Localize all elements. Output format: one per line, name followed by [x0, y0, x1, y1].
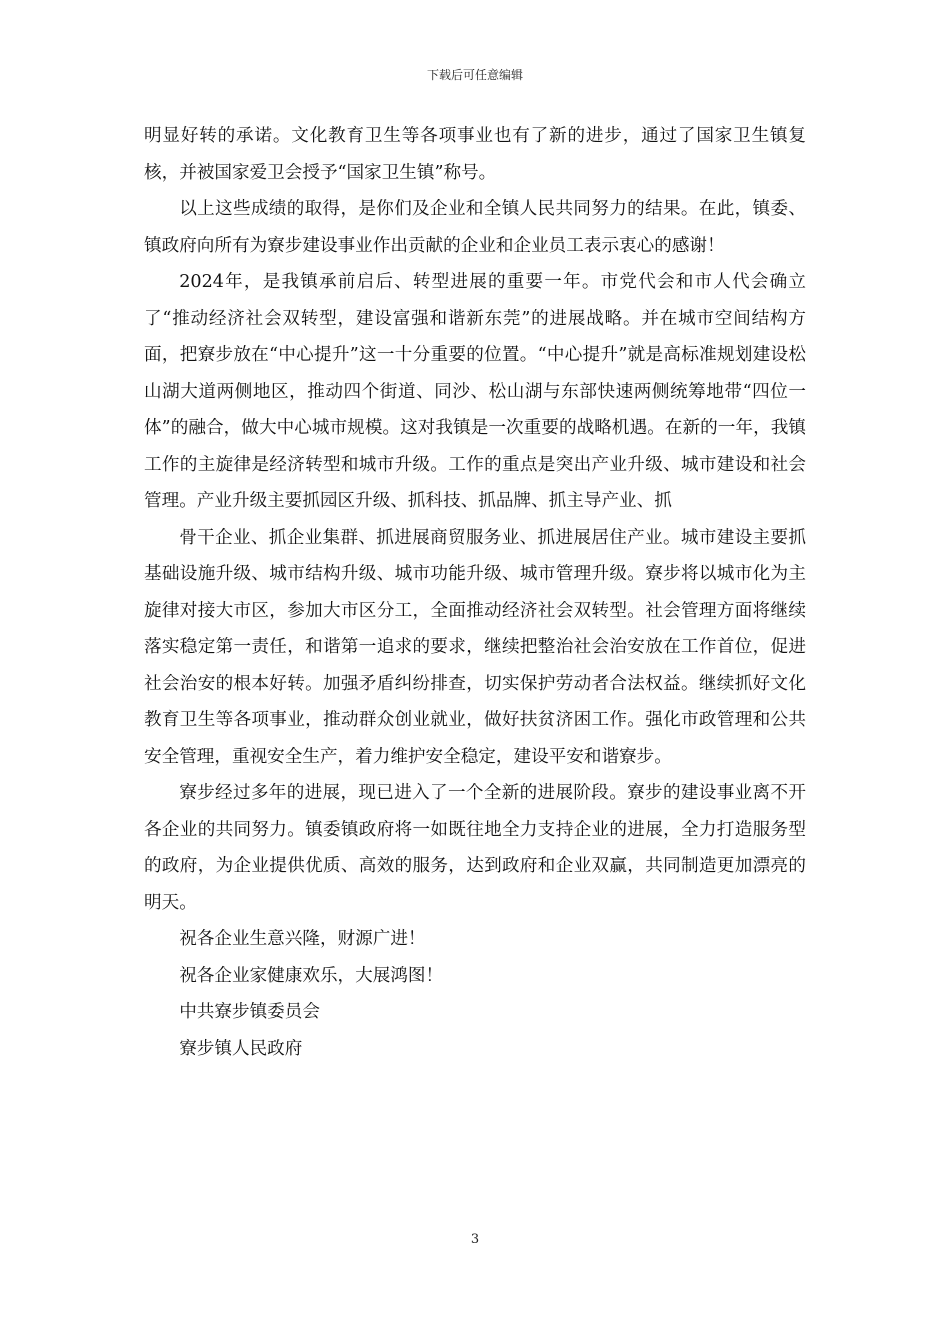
greeting-line: 祝各企业家健康欢乐，大展鸿图！: [179, 965, 444, 986]
signature-organization: 中共寮步镇委员会: [179, 1002, 320, 1022]
greeting-line: 祝各企业生意兴隆，财源广进！: [179, 929, 426, 949]
page-number: 3: [470, 1232, 480, 1247]
signature-organization: 寮步镇人民政府: [179, 1038, 303, 1059]
page-header: 下载后可任意编辑: [426, 68, 523, 82]
paragraph: 以上这些成绩的取得，是你们及企业和全镇人民共同努力的结果。在此，镇委、镇政府向所有为寮步建设事业作出贡献的企业和企业员工表示衷心的感谢！: [144, 199, 806, 256]
paragraph: 明显好转的承诺。文化教育卫生等各项事业也有了新的进步，通过了国家卫生镇复核，并被国家爱卫会授予“国家卫生镇”称号。: [144, 126, 806, 183]
document-body: [144, 118, 806, 1067]
paragraph: 骨干企业、抓企业集群、抓进展商贸服务业、抓进展居住产业。城市建设主要抓基础设施升级、城市结构升级、城市功能升级、城市管理升级。寮步将以城市化为主旋律对接大市区，参加大市区分工，全面推动经济社会双转型。社会管理方面将继续落实稳定第一责任，和谐第一追求的要求，继续把整治社会治安放在工作首位，促进社会治安的根本好转。加强矛盾纠纷排查，切实保护劳动者合法权益。继续抓好文化教育卫生等各项事业，推动群众创业就业，做好扶贫济困工作。强化市政管理和公共安全管理，重视安全生产，着力维护安全稳定，建设平安和谐寮步。: [144, 527, 806, 767]
paragraph: 2024年，是我镇承前启后、转型进展的重要一年。市党代会和市人代会确立了“推动经济社会双转型，建设富强和谐新东莞”的进展战略。并在城市空间结构方面，把寮步放在“中心提升”这一十分重要的位置。“中心提升”就是高标准规划建设松山湖大道两侧地区，推动四个街道、同沙、松山湖与东部快速两侧统筹地带“四位一体”的融合，做大中心城市规模。这对我镇是一次重要的战略机遇。在新的一年，我镇工作的主旋律是经济转型和城市升级。工作的重点是突出产业升级、城市建设和社会管理。产业升级主要抓园区升级、抓科技、抓品牌、抓主导产业、抓: [144, 272, 806, 511]
paragraph: 寮步经过多年的进展，现已进入了一个全新的进展阶段。寮步的建设事业离不开各企业的共同努力。镇委镇政府将一如既往地全力支持企业的进展，全力打造服务型的政府，为企业提供优质、高效的服务，达到政府和企业双赢，共同制造更加漂亮的明天。: [144, 783, 806, 913]
